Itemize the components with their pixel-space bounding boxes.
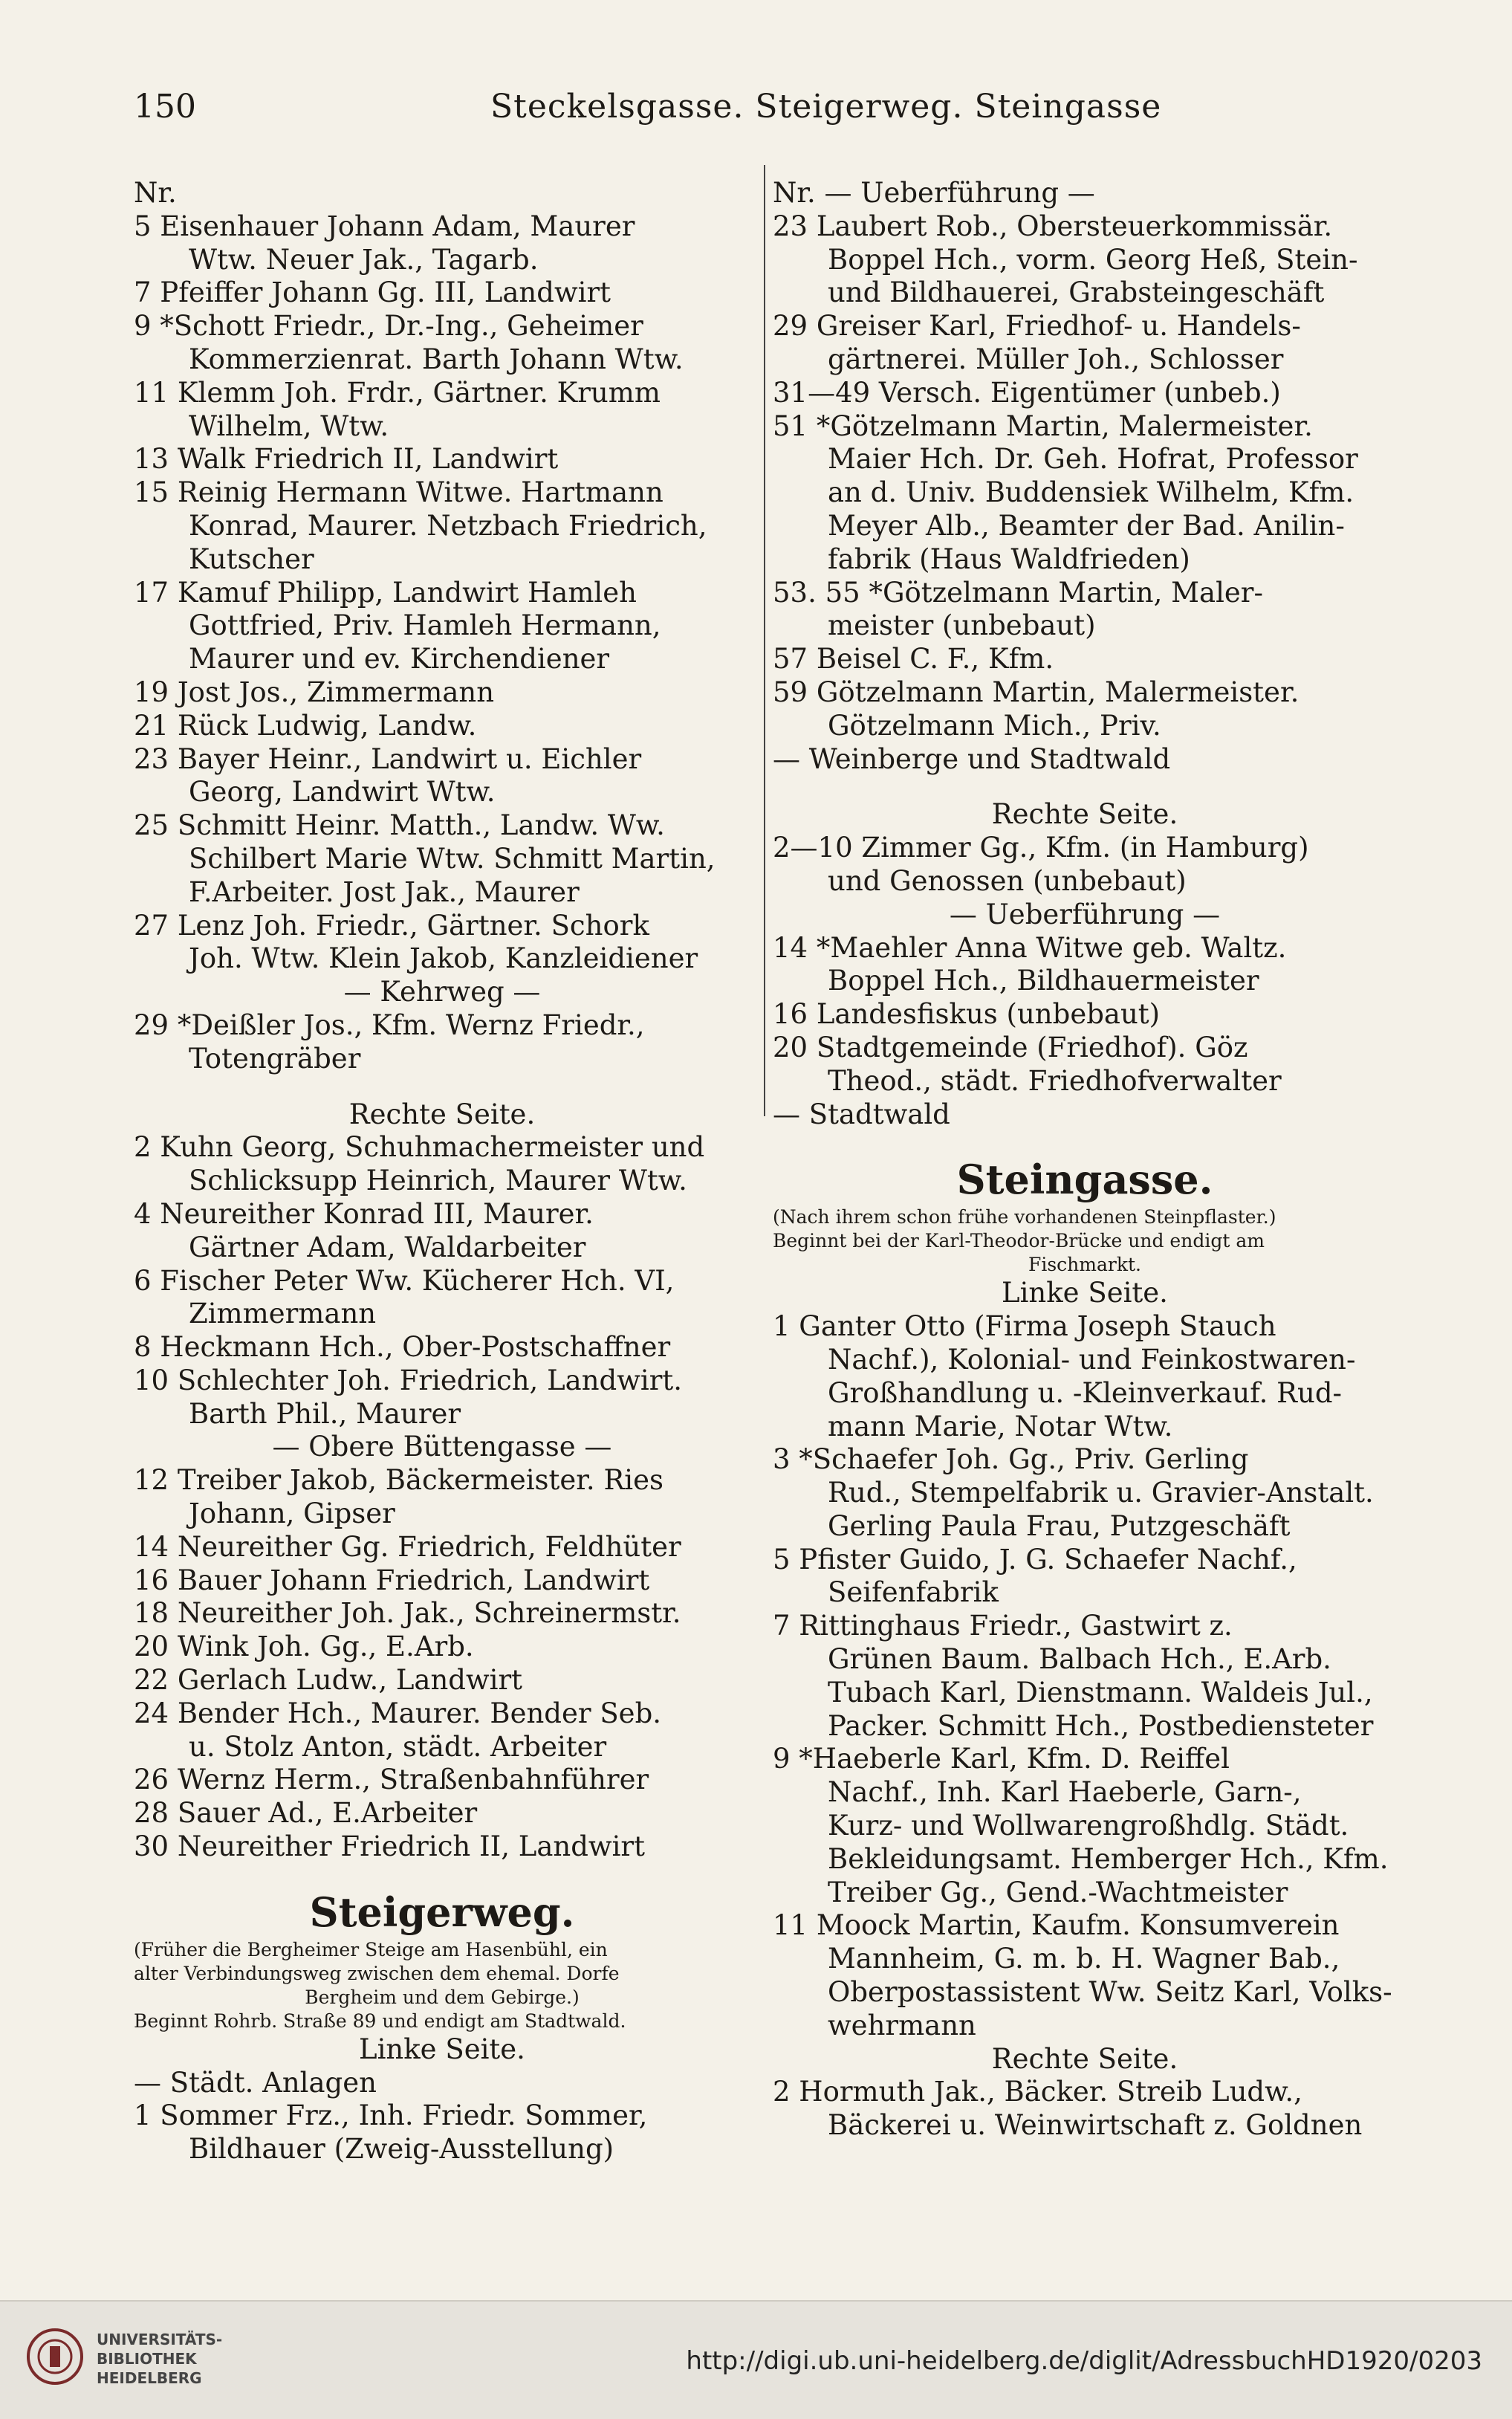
- street-note: Beginnt bei der Karl-Theodor-Brücke und endigt am: [773, 1230, 1265, 1252]
- page-header: [134, 88, 1389, 140]
- logo-line: HEIDELBERG: [97, 2369, 202, 2387]
- entry-line: Kurz- und Wollwarengroßhdlg. Städt.: [828, 1810, 1349, 1842]
- entry-line: Maier Hch. Dr. Geh. Hofrat, Professor: [828, 443, 1358, 476]
- entry-line: Oberpostassistent Ww. Seitz Karl, Volks-: [828, 1976, 1392, 2009]
- entry-line: Großhandlung u. -Kleinverkauf. Rud-: [828, 1376, 1343, 1409]
- entry-line: Joh. Wtw. Klein Jakob, Kanzleidiener: [189, 942, 698, 975]
- footer-bar: [0, 2300, 1512, 2419]
- right-column: [773, 177, 1397, 2143]
- entry-line: Seifenfabrik: [828, 1576, 999, 1609]
- entry-line: Treiber Gg., Gend.-Wachtmeister: [828, 1876, 1288, 1908]
- entry-line: Theod., städt. Friedhofverwalter: [828, 1064, 1282, 1097]
- entry-line: 12 Treiber Jakob, Bäckermeister. Ries: [134, 1464, 664, 1497]
- entry-line: Nachf.), Kolonial- und Feinkostwaren-: [828, 1343, 1356, 1376]
- entry-line: Zimmermann: [189, 1298, 377, 1330]
- entry-line: 1 Ganter Otto (Firma Joseph Stauch: [773, 1310, 1276, 1343]
- entry-line: Rechte Seite.: [348, 1098, 536, 1130]
- entry-line: 9 *Haeberle Karl, Kfm. D. Reiffel: [773, 1743, 1230, 1775]
- entry-line: 2 Kuhn Georg, Schuhmachermeister und: [134, 1131, 705, 1164]
- entry-line: — Stadtwald: [773, 1098, 950, 1130]
- entry-line: Gottfried, Priv. Hamleh Hermann,: [189, 609, 661, 642]
- entry-line: — Obere Büttengasse —: [272, 1431, 612, 1463]
- entry-line: 21 Rück Ludwig, Landw.: [134, 709, 477, 742]
- entry-line: 4 Neureither Konrad III, Maurer.: [134, 1197, 594, 1230]
- entry-line: an d. Univ. Buddensiek Wilhelm, Kfm.: [828, 476, 1354, 509]
- left-column: [134, 177, 750, 2166]
- entry-line: 13 Walk Friedrich II, Landwirt: [134, 443, 559, 476]
- spacer: [134, 1076, 750, 1098]
- entry-line: 8 Heckmann Hch., Ober-Postschaffner: [134, 1331, 671, 1364]
- entry-line: 23 Bayer Heinr., Landwirt u. Eichler: [134, 742, 642, 775]
- street-note: Beginnt Rohrb. Straße 89 und endigt am Stadtwald.: [134, 2010, 626, 2032]
- entry-line: — Städt. Anlagen: [134, 2066, 377, 2099]
- entry-line: Kommerzienrat. Barth Johann Wtw.: [189, 343, 684, 375]
- entry-line: Johann, Gipser: [189, 1497, 395, 1530]
- street-heading: Steigerweg.: [309, 1888, 575, 1936]
- entry-line: — Ueberführung —: [949, 898, 1221, 930]
- entry-line: 14 *Maehler Anna Witwe geb. Waltz.: [773, 931, 1287, 964]
- entry-line: 29 *Deißler Jos., Kfm. Wernz Friedr.,: [134, 1008, 645, 1041]
- entry-line: 7 Rittinghaus Friedr., Gastwirt z.: [773, 1610, 1233, 1642]
- entry-line: 14 Neureither Gg. Friedrich, Feldhüter: [134, 1530, 681, 1563]
- entry-line: 57 Beisel C. F., Kfm.: [773, 643, 1054, 676]
- entry-line: 53. 55 *Götzelmann Martin, Maler-: [773, 576, 1263, 609]
- entry-line: Konrad, Maurer. Netzbach Friedrich,: [189, 509, 707, 542]
- entry-line: Gerling Paula Frau, Putzgeschäft: [828, 1509, 1291, 1542]
- entry-line: 19 Jost Jos., Zimmermann: [134, 676, 495, 708]
- entry-line: Maurer und ev. Kirchendiener: [189, 643, 610, 676]
- entry-line: Schilbert Marie Wtw. Schmitt Martin,: [189, 842, 716, 875]
- entry-line: Rechte Seite.: [991, 798, 1178, 831]
- entry-line: 9 *Schott Friedr., Dr.-Ing., Geheimer: [134, 310, 643, 343]
- entry-line: u. Stolz Anton, städt. Arbeiter: [189, 1730, 607, 1763]
- entry-line: 23 Laubert Rob., Obersteuerkommissär.: [773, 210, 1333, 242]
- entry-line: 5 Eisenhauer Johann Adam, Maurer: [134, 210, 635, 242]
- entry-line: Bekleidungsamt. Hemberger Hch., Kfm.: [828, 1842, 1389, 1875]
- entry-line: Meyer Alb., Beamter der Bad. Anilin-: [828, 509, 1345, 542]
- street-note: (Früher die Bergheimer Steige am Hasenbühl, ein: [134, 1938, 608, 1960]
- entry-line: 30 Neureither Friedrich II, Landwirt: [134, 1830, 645, 1863]
- entry-line: 25 Schmitt Heinr. Matth., Landw. Ww.: [134, 809, 665, 842]
- entry-line: 16 Landesfiskus (unbebaut): [773, 998, 1161, 1031]
- entry-line: Rud., Stempelfabrik u. Gravier-Anstalt.: [828, 1477, 1374, 1509]
- entry-line: 2 Hormuth Jak., Bäcker. Streib Ludw.,: [773, 2076, 1302, 2108]
- entry-line: gärtnerei. Müller Joh., Schlosser: [828, 343, 1284, 375]
- entry-line: — Kehrweg —: [343, 976, 541, 1008]
- spacer: [773, 776, 1397, 798]
- source-url-link[interactable]: http://digi.ub.uni-heidelberg.de/diglit/AdressbuchHD1920/0203: [686, 2346, 1482, 2376]
- entry-line: und Bildhauerei, Grabsteingeschäft: [828, 276, 1325, 309]
- entry-line: 20 Stadtgemeinde (Friedhof). Göz: [773, 1031, 1248, 1063]
- entry-line: Bäckerei u. Weinwirtschaft z. Goldnen: [828, 2109, 1363, 2142]
- entry-line: 22 Gerlach Ludw., Landwirt: [134, 1664, 523, 1697]
- entry-line: — Weinberge und Stadtwald: [773, 742, 1171, 775]
- page-title: Steckelsgasse. Steigerweg. Steingasse: [490, 88, 1162, 126]
- entry-line: 11 Moock Martin, Kaufm. Konsumverein: [773, 1909, 1340, 1942]
- street-heading: Steingasse.: [956, 1156, 1213, 1204]
- entry-line: Linke Seite.: [359, 2033, 525, 2065]
- entry-line: 24 Bender Hch., Maurer. Bender Seb.: [134, 1697, 662, 1729]
- entry-line: mann Marie, Notar Wtw.: [828, 1410, 1173, 1442]
- entry-line: Totengräber: [189, 1042, 361, 1075]
- entry-line: Tubach Karl, Dienstmann. Waldeis Jul.,: [828, 1676, 1373, 1709]
- entry-line: 6 Fischer Peter Ww. Kücherer Hch. VI,: [134, 1264, 675, 1297]
- street-note: (Nach ihrem schon frühe vorhandenen Steinpflaster.): [773, 1206, 1276, 1228]
- entry-line: 29 Greiser Karl, Friedhof- u. Handels-: [773, 310, 1301, 343]
- entry-line: 18 Neureither Joh. Jak., Schreinermstr.: [134, 1597, 681, 1630]
- spacer: [773, 1131, 1397, 1153]
- entry-line: 2—10 Zimmer Gg., Kfm. (in Hamburg): [773, 832, 1309, 864]
- entry-line: Linke Seite.: [1002, 1277, 1168, 1309]
- entry-line: 16 Bauer Johann Friedrich, Landwirt: [134, 1564, 650, 1596]
- entry-line: 10 Schlechter Joh. Friedrich, Landwirt.: [134, 1364, 683, 1396]
- entry-line: Barth Phil., Maurer: [189, 1397, 461, 1430]
- spacer: [134, 1864, 750, 1886]
- entry-line: 3 *Schaefer Joh. Gg., Priv. Gerling: [773, 1443, 1249, 1476]
- entry-line: Nr.: [134, 177, 177, 209]
- entry-line: 26 Wernz Herm., Straßenbahnführer: [134, 1764, 649, 1796]
- entry-line: Kutscher: [189, 543, 314, 575]
- entry-line: 59 Götzelmann Martin, Malermeister.: [773, 676, 1300, 708]
- entry-line: Georg, Landwirt Wtw.: [189, 776, 496, 809]
- entry-line: fabrik (Haus Waldfrieden): [828, 543, 1190, 575]
- entry-line: Schlicksupp Heinrich, Maurer Wtw.: [189, 1165, 687, 1197]
- entry-line: meister (unbebaut): [828, 609, 1096, 642]
- entry-line: 51 *Götzelmann Martin, Malermeister.: [773, 409, 1313, 442]
- entry-line: Gärtner Adam, Waldarbeiter: [189, 1231, 586, 1263]
- column-divider: [764, 165, 765, 1116]
- entry-line: Wtw. Neuer Jak., Tagarb.: [189, 243, 539, 276]
- entry-line: 7 Pfeiffer Johann Gg. III, Landwirt: [134, 276, 611, 309]
- entry-line: Boppel Hch., vorm. Georg Heß, Stein-: [828, 243, 1358, 276]
- page-number: 150: [134, 88, 196, 126]
- entry-line: Mannheim, G. m. b. H. Wagner Bab.,: [828, 1943, 1340, 1975]
- entry-line: F.Arbeiter. Jost Jak., Maurer: [189, 875, 580, 908]
- entry-line: 5 Pfister Guido, J. G. Schaefer Nachf.,: [773, 1543, 1297, 1576]
- entry-line: Nr. — Ueberführung —: [773, 177, 1095, 209]
- entry-line: Rechte Seite.: [991, 2042, 1178, 2075]
- library-logo-text: [97, 2330, 222, 2388]
- entry-line: 11 Klemm Joh. Frdr., Gärtner. Krumm: [134, 376, 661, 409]
- entry-line: Götzelmann Mich., Priv.: [828, 709, 1161, 742]
- entry-line: Grünen Baum. Balbach Hch., E.Arb.: [828, 1643, 1331, 1676]
- entry-line: Wilhelm, Wtw.: [189, 409, 389, 442]
- street-note: Bergheim und dem Gebirge.): [305, 1986, 580, 2008]
- logo-line: UNIVERSITÄTS-: [97, 2331, 223, 2348]
- university-seal-icon: [25, 2327, 85, 2386]
- entry-line: 27 Lenz Joh. Friedr., Gärtner. Schork: [134, 909, 649, 942]
- entry-line: Bildhauer (Zweig-Ausstellung): [189, 2133, 614, 2166]
- entry-line: 31—49 Versch. Eigentümer (unbeb.): [773, 376, 1281, 409]
- street-note: Fischmarkt.: [1028, 1254, 1141, 1276]
- entry-line: Packer. Schmitt Hch., Postbediensteter: [828, 1709, 1374, 1742]
- logo-line: BIBLIOTHEK: [97, 2350, 197, 2368]
- entry-line: 15 Reinig Hermann Witwe. Hartmann: [134, 476, 663, 509]
- entry-line: und Genossen (unbebaut): [828, 864, 1187, 897]
- entry-line: wehrmann: [828, 2009, 976, 2041]
- entry-line: 1 Sommer Frz., Inh. Friedr. Sommer,: [134, 2099, 648, 2132]
- entry-line: 20 Wink Joh. Gg., E.Arb.: [134, 1631, 474, 1663]
- entry-line: 17 Kamuf Philipp, Landwirt Hamleh: [134, 576, 637, 609]
- entry-line: Nachf., Inh. Karl Haeberle, Garn-,: [828, 1776, 1302, 1809]
- street-note: alter Verbindungsweg zwischen dem ehemal. Dorfe: [134, 1962, 620, 1984]
- entry-line: 28 Sauer Ad., E.Arbeiter: [134, 1797, 478, 1830]
- entry-line: Boppel Hch., Bildhauermeister: [828, 965, 1259, 997]
